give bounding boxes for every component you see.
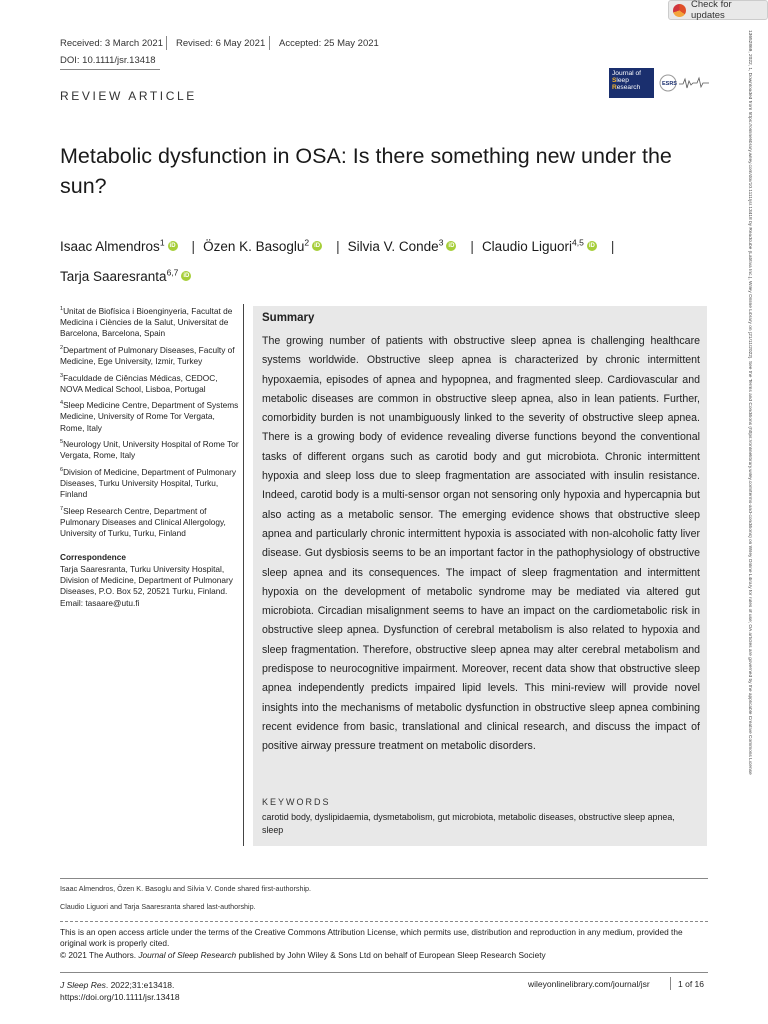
- summary-heading: Summary: [262, 312, 315, 324]
- download-notice: 13652869, 2022, 1, Downloaded from https://onlinelibrary.wiley.com/doi/10.1111/jsr.13418 by Readcube (Labtiva Inc.), Wiley Online Library on [21/11/2022]. See the Terms and Conditions (https://onlinelibrary.wiley.com/terms-and-conditions) on Wiley Online Library for rules of use; OA articles are governed by the applicable Creative Commons License: [747, 30, 752, 775]
- orcid-icon[interactable]: iD: [183, 273, 190, 280]
- date-separator: [269, 36, 270, 50]
- journal-logo: [609, 68, 654, 98]
- footnote-first-authorship: Isaac Almendros, Özen K. Basoglu and Silvia V. Conde shared first-authorship.: [60, 884, 312, 893]
- author-name[interactable]: Özen K. Basoglu$^2$: [203, 237, 310, 254]
- correspondence-email[interactable]: Email: tasaare@utu.fi: [60, 597, 140, 608]
- affiliation-item: $^6$Division of Medicine, Department of Pulmonary Diseases, Turku University Hospital, Turku, Finland: [60, 466, 236, 500]
- article-title: Metabolic dysfunction in OSA: Is there something new under the sun?: [60, 144, 672, 198]
- check-for-updates-button[interactable]: [668, 0, 768, 20]
- crossmark-icon: [673, 4, 686, 17]
- author-affiliation-number: 2: [304, 237, 310, 247]
- citation-doi-link[interactable]: https://doi.org/10.1111/jsr.13418: [60, 992, 180, 1002]
- author-name[interactable]: Silvia V. Conde$^3$: [347, 237, 444, 254]
- journal-url-link[interactable]: wileyonlinelibrary.com/journal/jsr: [528, 979, 650, 989]
- affiliation-item: $^5$Neurology Unit, University Hospital of Rome Tor Vergata, Rome, Italy: [60, 438, 239, 461]
- page-count: 1 of 16: [678, 979, 704, 989]
- license-block: [60, 927, 710, 961]
- correspondence-heading: Correspondence: [60, 552, 126, 563]
- keywords-text: carotid body, dyslipidaemia, dysmetabolism, gut microbiota, metabolic diseases, obstructive sleep apnea, sleep: [262, 812, 675, 835]
- esrs-logo: [659, 72, 711, 94]
- author-separator: |: [191, 238, 196, 254]
- summary-text: The growing number of patients with obstructive sleep apnea is challenging healthcare systems worldwide. Obstructive sleep apnea is characterized by chronic intermittent hypoxaemia, episodes of apnea and hypopnea, and fragmented sleep. Cardiovascular and metabolic diseases are common in obstructive sleep apnea, also in lean patients. Further, comorbidity burden is not unambiguously linked to the severity of obstructive sleep apnea. There is a growing body of evidence revealing diverse functions beyond the conventional tasks of different organs such as carotid body and gut microbiota. Chronic intermittent hypoxia and sleep loss due to sleep fragmentation are associated with insulin resistance. Indeed, carotid body is a multi-sensor organ not sensoring only hypoxia and hypercapnia but also acting as a metabolic sensor. The emerging evidence shows that obstructive sleep apnea and particularly chronic intermittent hypoxia is associated with non-alcoholic fatty liver disease. Gut dysbiosis seems to be an important factor in the pathophysiology of obstructive sleep apnea and its consequences. The impact of sleep fragmentation and intermittent hypoxia on the development of metabolic syndrome may be mediated via altered gut microbiota. Circadian misalignment seems to have an impact on the cardiometabolic risk in obstructive sleep apnea. Dysfunction of cerebral metabolism is also related to hypoxia and sleep fragmentation. Therefore, obstructive sleep apnea may alter cerebral metabolism and predispose to neurocognitive impairment. Moreover, recent data show that obstructive sleep apnea independently predicts impaired lipid levels. This mini-review will provide novel insights into the mechanisms of metabolic dysfunction in obstructive sleep apnea combining recent evidence from basic, translational and clinical research, and discuss the impact of positive airway pressure treatment on metabolic disorders.: [262, 335, 700, 753]
- author-list: [60, 229, 720, 290]
- revised-date: Revised: 6 May 2021: [176, 38, 266, 49]
- column-divider: [243, 304, 244, 846]
- orcid-icon[interactable]: iD: [314, 242, 321, 249]
- accepted-date: Accepted: 25 May 2021: [279, 38, 379, 49]
- author-affiliation-number: 6,7: [166, 267, 179, 278]
- author-separator: |: [610, 238, 615, 254]
- journal-logo-line1: Journal of: [612, 70, 641, 77]
- author-name[interactable]: Tarja Saaresranta$^{6,7}$: [60, 267, 179, 284]
- correspondence-address: Tarja Saaresranta, Turku University Hospital, Division of Medicine, Department of Pulmonary Diseases, P.O. Box 52, 20521 Turku, Finland.: [60, 563, 233, 597]
- footnote-last-authorship: Claudio Liguori and Tarja Saaresranta shared last-authorship.: [60, 902, 256, 911]
- check-for-updates-label: Check for updates: [691, 0, 732, 21]
- copyright-line: © 2021 The Authors. Journal of Sleep Research published by John Wiley & Sons Ltd on behalf of European Sleep Research Society: [60, 949, 546, 960]
- affiliation-item: $^4$Sleep Medicine Centre, Department of Systems Medicine, University of Rome Tor Vergata, Rome, Italy: [60, 400, 239, 433]
- citation-journal: J Sleep Res: [60, 980, 106, 990]
- svg-text:ESRS: ESRS: [662, 81, 677, 87]
- received-date: Received: 3 March 2021: [60, 38, 163, 49]
- author-name[interactable]: Claudio Liguori$^{4,5}$: [481, 237, 584, 254]
- author-affiliation-number: 4,5: [572, 237, 584, 247]
- author-affiliation-number: 1: [159, 237, 165, 247]
- journal-logo-line3: Research: [612, 84, 641, 92]
- affiliation-list: [60, 304, 240, 539]
- footer-rule: [60, 972, 708, 973]
- doi: DOI: 10.1111/jsr.13418: [60, 55, 156, 66]
- affiliation-item: $^1$Unitat de Biofísica i Bioenginyeria, Facultat de Medicina i Ciències de la Salut, Universitat de Barcelona, Barcelona, Spain: [60, 305, 233, 339]
- doi-rule: [60, 69, 160, 70]
- orcid-icon[interactable]: iD: [448, 242, 455, 249]
- author-separator: |: [470, 238, 474, 254]
- footnote-rule: [60, 878, 708, 879]
- orcid-icon[interactable]: iD: [588, 242, 595, 249]
- affiliation-item: $^3$Faculdade de Ciências Médicas, CEDOC, NOVA Medical School, Lisboa, Portugal: [60, 372, 218, 394]
- date-separator: [166, 36, 167, 50]
- author-affiliation-number: 3: [438, 237, 444, 247]
- affiliation-item: $^7$Sleep Research Centre, Department of Pulmonary Diseases and Clinical Allergology, University of Turku, Turku, Finland: [60, 505, 226, 539]
- orcid-icon[interactable]: iD: [169, 242, 176, 249]
- author-separator: |: [336, 238, 340, 254]
- journal-logo-line2: Sleep: [612, 77, 629, 85]
- license-text: This is an open access article under the terms of the Creative Commons Attribution License, which permits use, distribution and reproduction in any medium, provided the original work is properly cited.: [60, 927, 683, 949]
- keywords-heading: KEYWORDS: [262, 797, 331, 807]
- author-name[interactable]: Isaac Almendros$^1$: [60, 237, 165, 254]
- citation-details: . 2022;31:e13418.: [105, 980, 175, 990]
- license-rule: [60, 921, 708, 922]
- page-separator: [670, 977, 671, 990]
- affiliations: [60, 304, 240, 609]
- affiliation-item: $^2$Department of Pulmonary Diseases, Faculty of Medicine, Ege University, Izmir, Turkey: [60, 344, 235, 367]
- citation: [60, 979, 180, 1003]
- article-type: REVIEW ARTICLE: [60, 89, 197, 103]
